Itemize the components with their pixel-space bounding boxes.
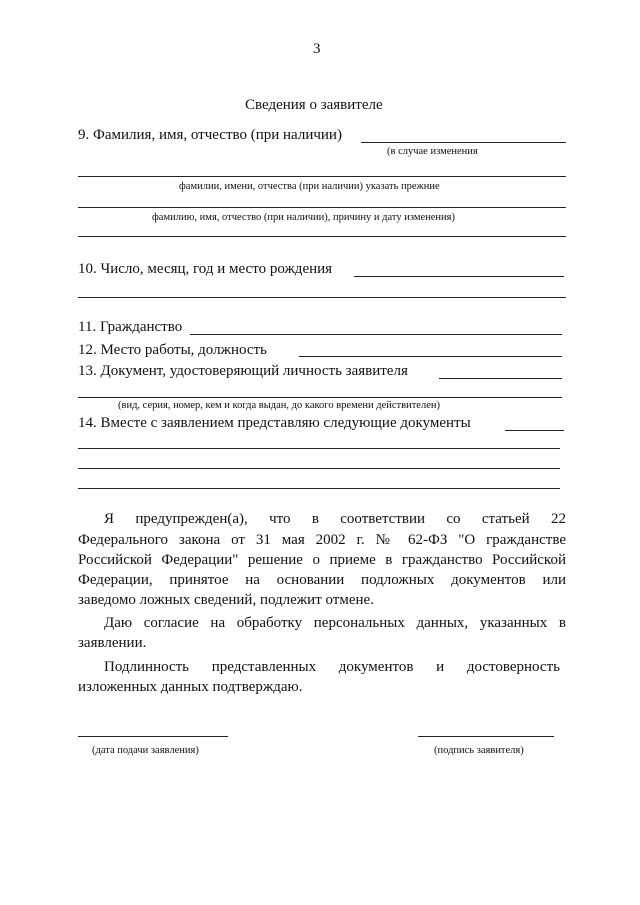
field-10-input-line[interactable] <box>354 276 564 277</box>
field-9-input-line-3[interactable] <box>78 207 566 208</box>
consent-line-1: Даю согласие на обработку персональных данных, указанных в <box>104 615 566 631</box>
warning-line-4: Федерации, принятое на основании подложных документов или <box>78 572 566 588</box>
field-12-label: 12. Место работы, должность <box>78 342 267 358</box>
consent-line-2: заявлении. <box>78 635 147 651</box>
field-14-input-line[interactable] <box>505 430 564 431</box>
confirm-line-1: Подлинность представленных документов и достоверность <box>104 659 560 675</box>
field-9-hint-1: (в случае изменения <box>387 146 478 157</box>
warning-line-5: заведомо ложных сведений, подлежит отмене. <box>78 592 374 608</box>
field-9-label: 9. Фамилия, имя, отчество (при наличии) <box>78 127 342 143</box>
field-13-input-line[interactable] <box>439 378 562 379</box>
field-10-label: 10. Число, месяц, год и место рождения <box>78 261 333 277</box>
field-11-label: 11. Гражданство <box>78 319 183 335</box>
field-9-hint-3: фамилию, имя, отчество (при наличии), причину и дату изменения) <box>152 212 455 223</box>
field-13-input-line-2[interactable] <box>78 397 562 398</box>
date-signature-line[interactable] <box>78 736 228 737</box>
signature-caption: (подпись заявителя) <box>434 745 524 756</box>
section-title: Сведения о заявителе <box>245 97 383 113</box>
field-13-label: 13. Документ, удостоверяющий личность заявителя <box>78 363 408 379</box>
field-9-input-line[interactable] <box>361 142 566 143</box>
field-9-input-line-4[interactable] <box>78 236 566 237</box>
field-13-hint: (вид, серия, номер, кем и когда выдан, до какого времени действителен) <box>118 400 440 411</box>
date-caption: (дата подачи заявления) <box>92 745 199 756</box>
confirm-line-2: изложенных данных подтверждаю. <box>78 679 303 695</box>
warning-line-1: Я предупрежден(а), что в соответствии со статьей 22 <box>104 511 566 527</box>
signature-line[interactable] <box>418 736 554 737</box>
field-14-label: 14. Вместе с заявлением представляю следующие документы <box>78 415 471 431</box>
field-14-input-line-4[interactable] <box>78 488 560 489</box>
field-12-input-line[interactable] <box>299 356 562 357</box>
page-number: 3 <box>313 41 321 57</box>
field-14-input-line-3[interactable] <box>78 468 560 469</box>
field-9-input-line-2[interactable] <box>78 176 566 177</box>
warning-line-3: Российской Федерации" решение о приеме в гражданство Российской <box>78 552 566 568</box>
field-11-input-line[interactable] <box>190 334 562 335</box>
warning-line-2: Федерального закона от 31 мая 2002 г. № 62-ФЗ "О гражданстве <box>78 532 566 548</box>
field-14-input-line-2[interactable] <box>78 448 560 449</box>
field-10-input-line-2[interactable] <box>78 297 566 298</box>
field-9-hint-2: фамилии, имени, отчества (при наличии) указать прежние <box>179 181 440 192</box>
